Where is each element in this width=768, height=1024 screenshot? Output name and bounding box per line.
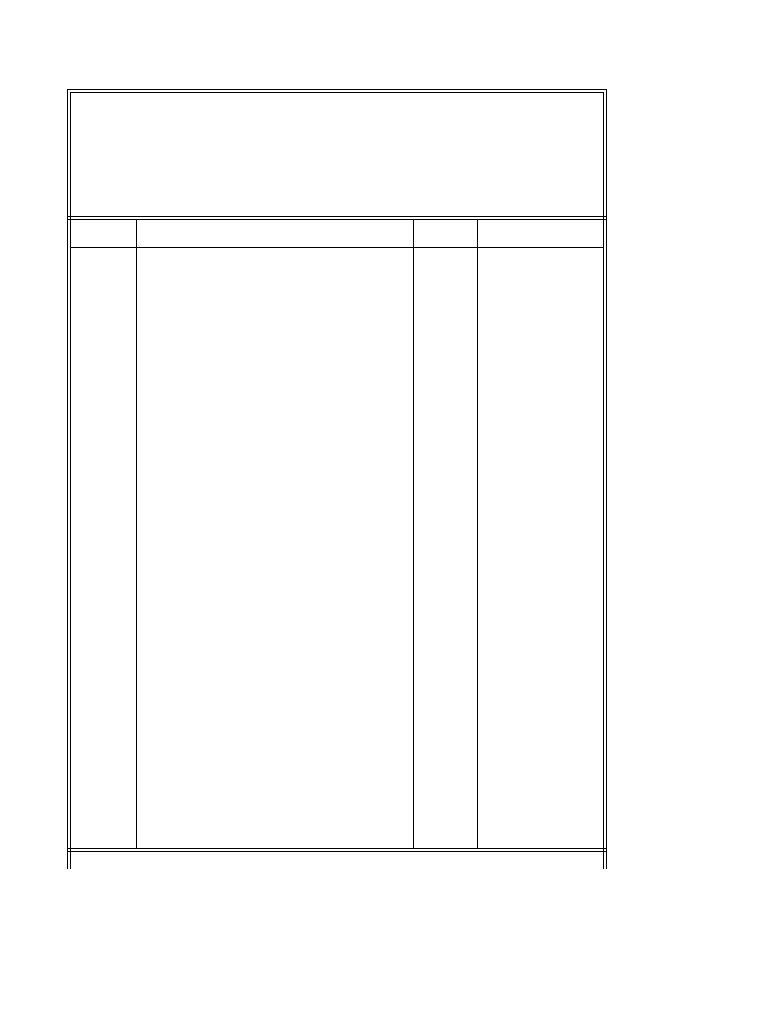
footer-left-outer xyxy=(67,848,68,869)
checklist-frame-inner xyxy=(70,92,604,869)
column-divider-activity xyxy=(413,219,414,848)
column-header-divider xyxy=(70,247,604,248)
header-divider-top xyxy=(67,216,607,217)
footer-right-outer xyxy=(606,848,607,869)
footer-right-inner xyxy=(603,851,604,869)
column-divider-sl xyxy=(136,219,137,848)
footer-divider-bottom xyxy=(67,851,607,852)
footer-left-inner xyxy=(70,851,71,869)
footer-divider-top xyxy=(67,848,607,849)
header-divider-bottom xyxy=(67,219,607,220)
column-divider-status xyxy=(477,219,478,848)
